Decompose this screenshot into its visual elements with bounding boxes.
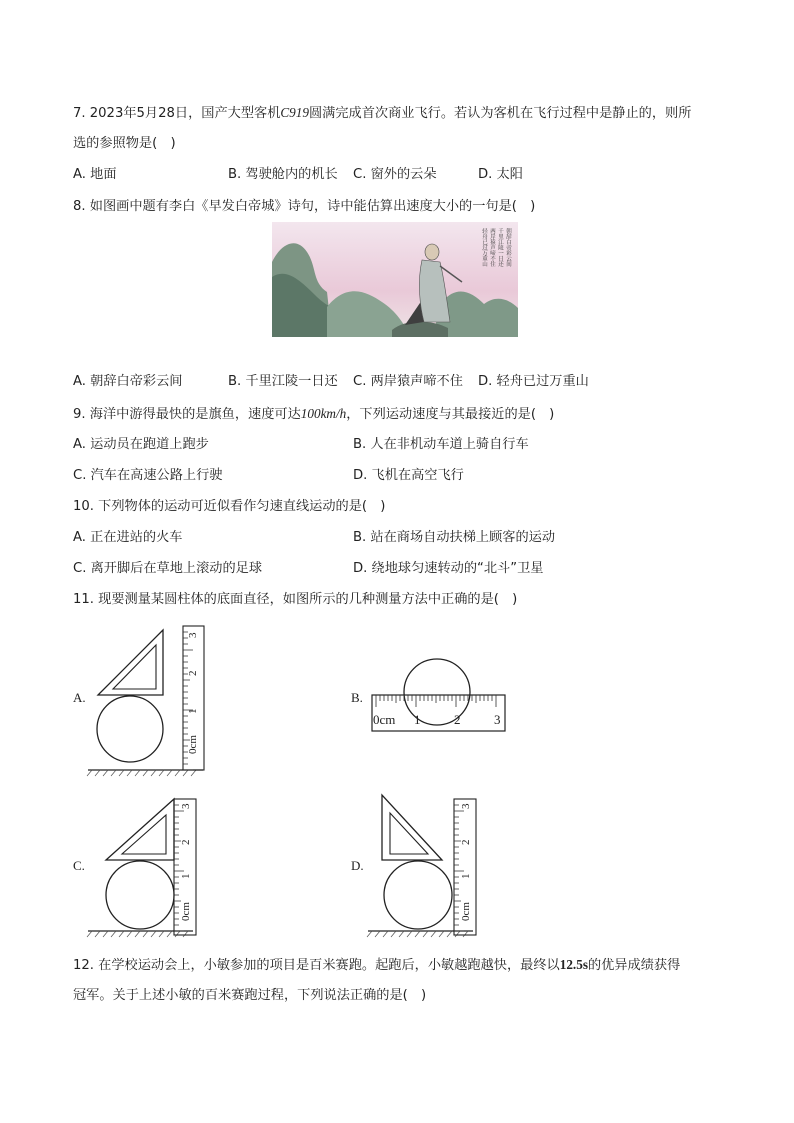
ruler-d-2: 2 — [460, 839, 472, 845]
q12-text-b: 的优异成绩获得 — [587, 958, 681, 973]
ruler-b-1: 1 — [414, 712, 421, 727]
q12-time: 12.5s — [559, 957, 588, 972]
ruler-d-unit: 0cm — [460, 902, 472, 921]
q8-stem: 8. 如图画中题有李白《早发白帝城》诗句，诗中能估算出速度大小的一句是( ) — [73, 199, 536, 214]
q11-label-d[interactable]: D. — [351, 858, 364, 873]
poem-col-4: 轻舟已过万重山 — [481, 228, 487, 267]
ruler-a-3: 3 — [187, 632, 199, 638]
q10-option-d[interactable]: D. 绕地球匀速转动的“北斗”卫星 — [353, 561, 544, 576]
ruler-a-1: 1 — [187, 708, 199, 714]
q7-option-d[interactable]: D. 太阳 — [478, 167, 523, 182]
q12-text-a: 12. 在学校运动会上，小敏参加的项目是百米赛跑。起跑后，小敏越跑越快，最终以 — [73, 958, 560, 973]
ruler-b-unit: 0cm — [373, 712, 396, 727]
ruler-c-1: 1 — [180, 873, 192, 879]
q7-model: C919 — [280, 105, 309, 120]
poem-col-2: 千里江陵一日还 — [497, 228, 503, 267]
q11-figure-a — [88, 622, 218, 772]
ruler-c-3: 3 — [180, 803, 192, 809]
ruler-a-2: 2 — [187, 670, 199, 676]
poem-painting — [272, 222, 518, 337]
q11-figure-d — [368, 795, 498, 940]
ruler-d-1: 1 — [460, 873, 472, 879]
q8-option-a[interactable]: A. 朝辞白帝彩云间 — [73, 374, 183, 389]
q10-option-a[interactable]: A. 正在进站的火车 — [73, 530, 183, 545]
q9-option-a[interactable]: A. 运动员在跑道上跑步 — [73, 437, 209, 452]
ruler-c-unit: 0cm — [180, 902, 192, 921]
q9-option-c[interactable]: C. 汽车在高速公路上行驶 — [73, 468, 223, 483]
q9-speed: 100km/h — [300, 406, 347, 421]
q9-option-d[interactable]: D. 飞机在高空飞行 — [353, 468, 464, 483]
q11-label-a[interactable]: A. — [73, 690, 86, 705]
q11-label-b[interactable]: B. — [351, 690, 363, 705]
q10-option-b[interactable]: B. 站在商场自动扶梯上顾客的运动 — [353, 530, 556, 545]
q8-option-b[interactable]: B. 千里江陵一日还 — [228, 374, 338, 389]
q10-stem: 10. 下列物体的运动可近似看作匀速直线运动的是( ) — [73, 499, 386, 514]
ruler-b-2: 2 — [454, 712, 461, 727]
poem-col-1: 朝辞白帝彩云间 — [505, 228, 511, 267]
q7-option-b[interactable]: B. 驾驶舱内的机长 — [228, 167, 338, 182]
q7-text-a: 7. 2023年5月28日，国产大型客机 — [73, 106, 281, 121]
q12-stem-line2: 冠军。关于上述小敏的百米赛跑过程，下列说法正确的是( ) — [73, 988, 427, 1003]
q7-option-a[interactable]: A. 地面 — [73, 167, 117, 182]
q9-text-b: ，下列运动速度与其最接近的是( ) — [346, 407, 555, 422]
q11-stem: 11. 现要测量某圆柱体的底面直径，如图所示的几种测量方法中正确的是( ) — [73, 592, 518, 607]
poem-col-3: 两岸猿声啼不住 — [489, 228, 495, 267]
q11-label-c[interactable]: C. — [73, 858, 85, 873]
q12-stem-line1 — [73, 956, 680, 975]
ruler-c-2: 2 — [180, 839, 192, 845]
q11-figure-c — [88, 795, 218, 940]
q9-option-b[interactable]: B. 人在非机动车道上骑自行车 — [353, 437, 529, 452]
q8-option-d[interactable]: D. 轻舟已过万重山 — [478, 374, 589, 389]
q7-text-b: 圆满完成首次商业飞行。若认为客机在飞行过程中是静止的，则所 — [308, 106, 692, 121]
q11-figure-b — [370, 655, 510, 735]
q8-option-c[interactable]: C. 两岸猿声啼不住 — [353, 374, 463, 389]
q10-option-c[interactable]: C. 离开脚后在草地上滚动的足球 — [73, 561, 263, 576]
ruler-b-3: 3 — [494, 712, 501, 727]
ruler-a-unit: 0cm — [187, 735, 199, 754]
q7-stem-line1 — [73, 104, 691, 123]
ruler-d-3: 3 — [460, 803, 472, 809]
q7-option-c[interactable]: C. 窗外的云朵 — [353, 167, 437, 182]
q9-stem — [73, 405, 554, 424]
q9-text-a: 9. 海洋中游得最快的是旗鱼，速度可达 — [73, 407, 301, 422]
q7-stem-line2: 选的参照物是( ) — [73, 136, 176, 151]
